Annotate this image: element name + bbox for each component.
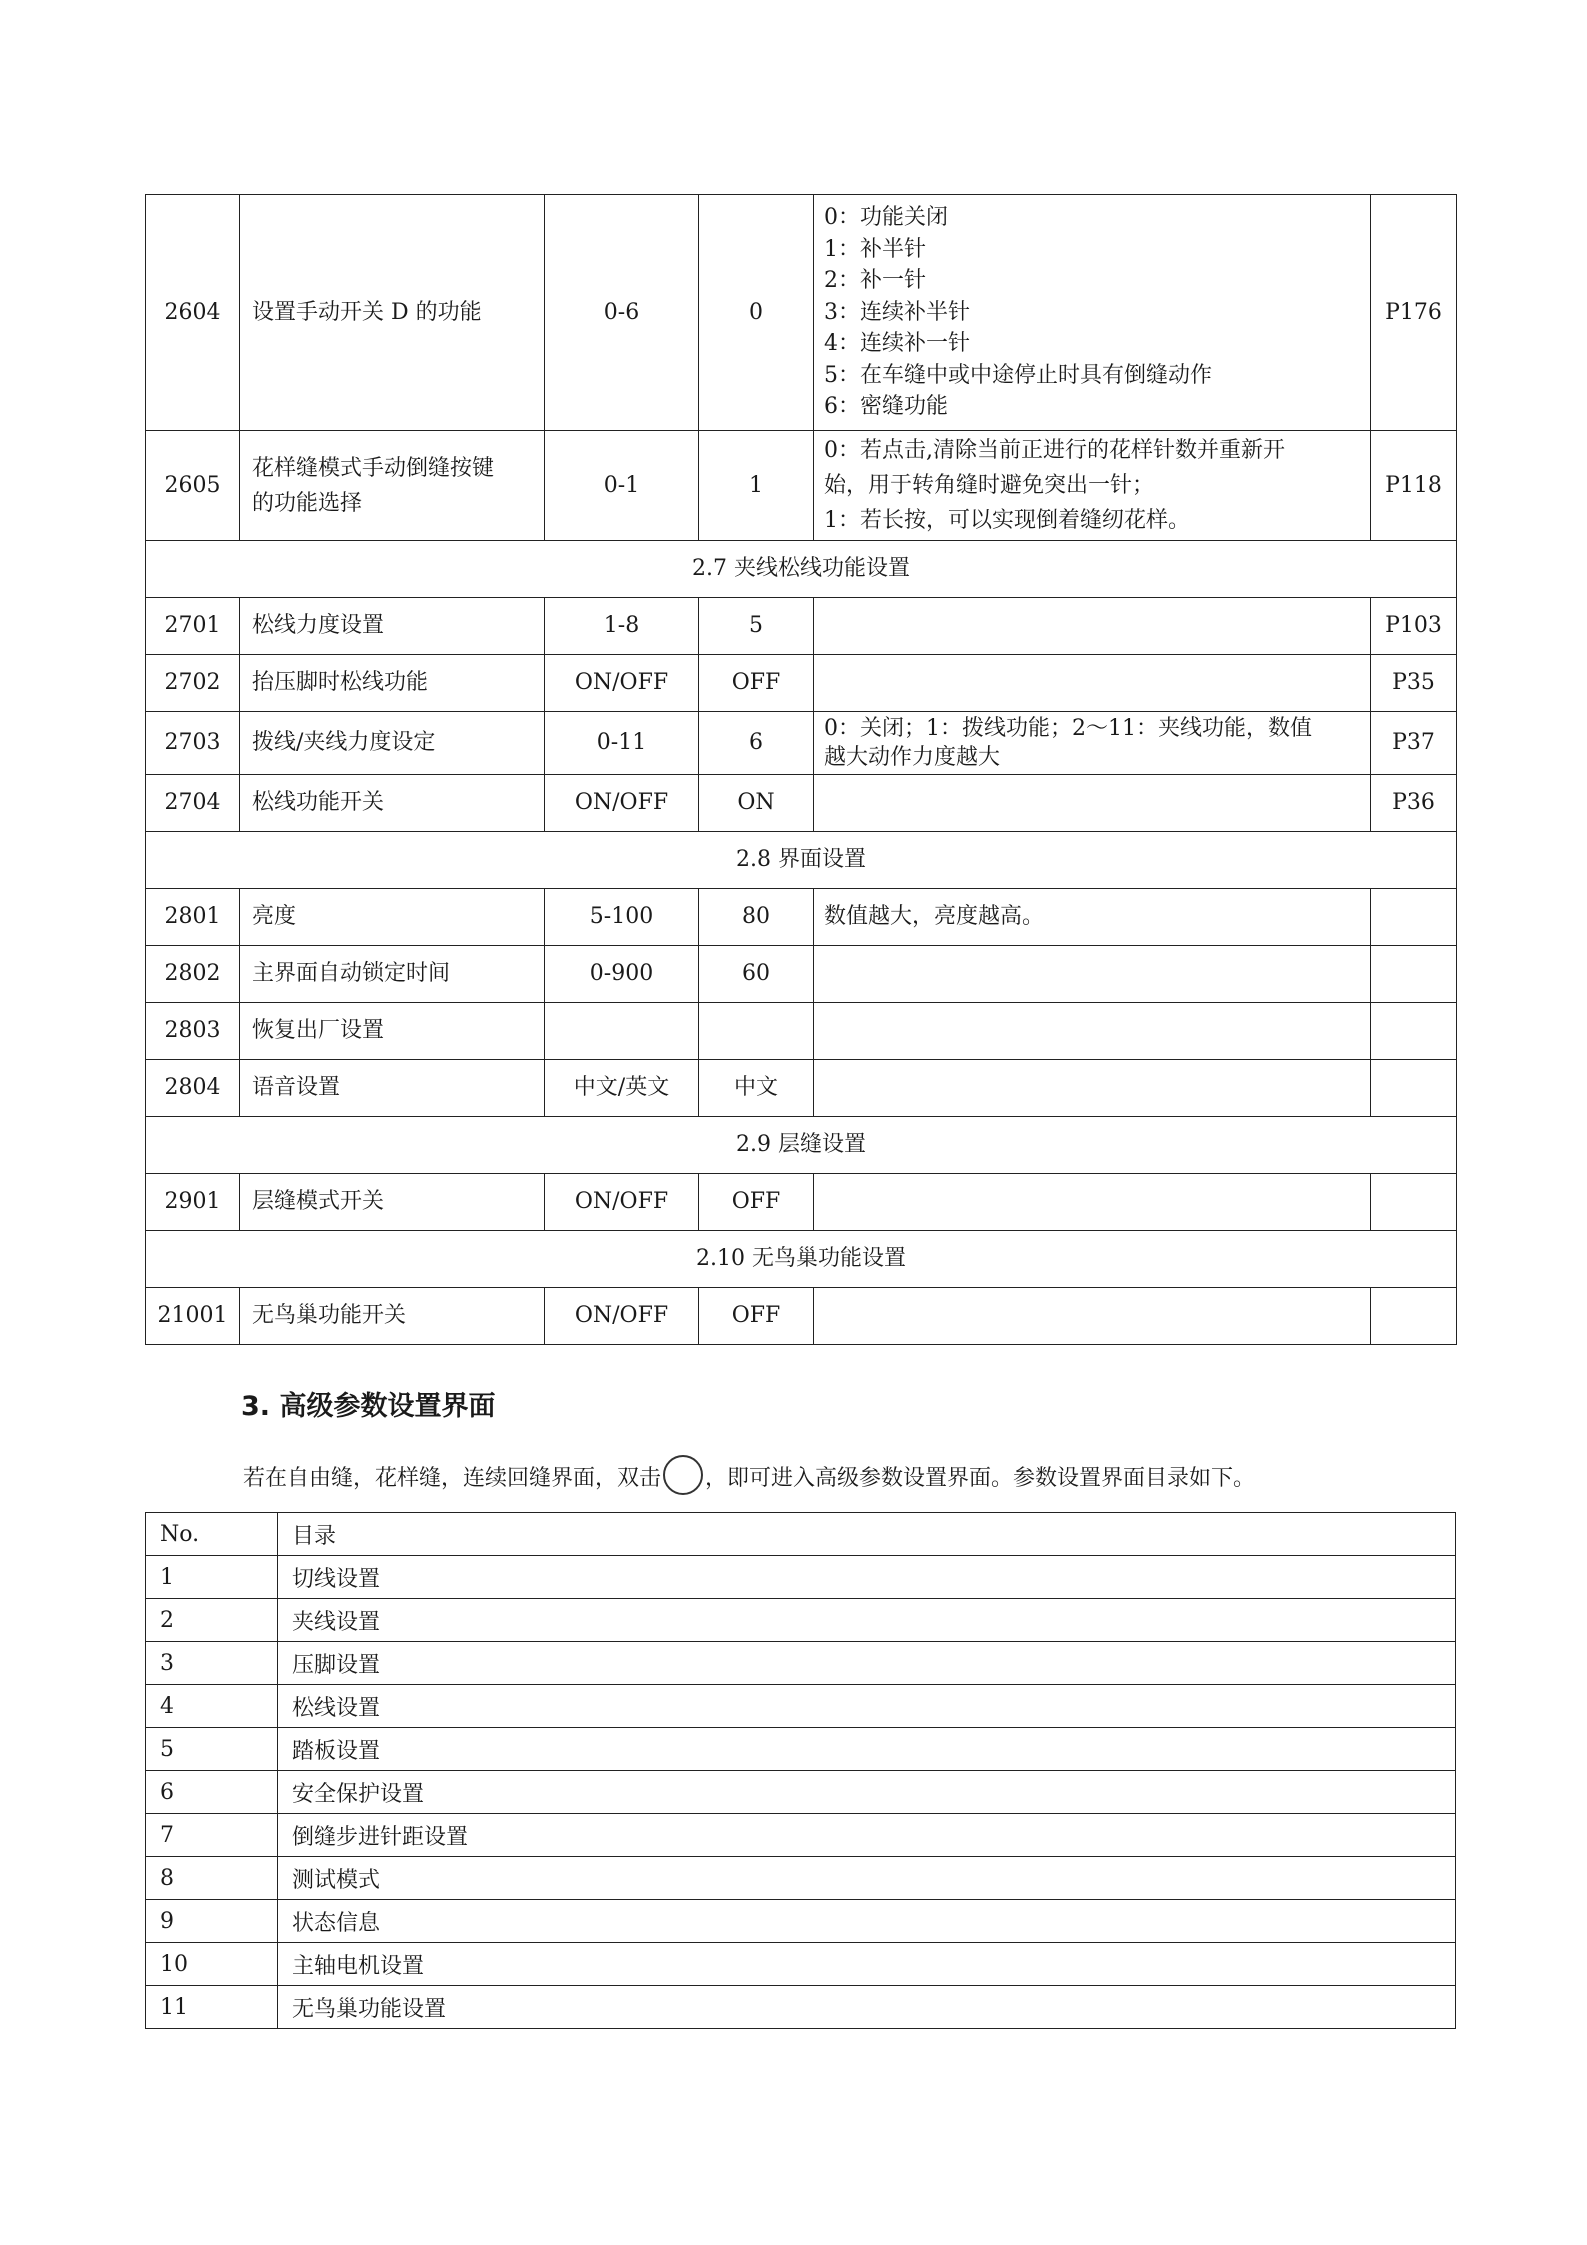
param-page-ref (1371, 889, 1457, 946)
desc-line: 3：连续补半针 (824, 299, 970, 325)
intro-text-after: ，即可进入高级参数设置界面。参数设置界面目录如下。 (705, 1466, 1256, 1491)
toc-row (146, 1986, 1456, 2029)
param-page-ref (1371, 1288, 1457, 1345)
param-range: 1-8 (545, 598, 699, 655)
param-page-ref (1371, 1003, 1457, 1060)
param-page-ref: P37 (1371, 712, 1457, 775)
toc-title: 切线设置 (278, 1556, 1456, 1599)
toc-title: 踏板设置 (278, 1728, 1456, 1771)
toc-no: 5 (146, 1728, 278, 1771)
desc-line: 2：补一针 (824, 268, 926, 294)
param-description (814, 712, 1371, 775)
desc-line: 0：关闭；1：拨线功能；2～11：夹线功能，数值 (824, 716, 1312, 741)
param-page-ref: P118 (1371, 431, 1457, 541)
section-title: 2.7 夹线松线功能设置 (146, 541, 1457, 598)
param-name: 拨线/夹线力度设定 (240, 712, 545, 775)
toc-table (145, 1512, 1456, 2029)
param-code: 2605 (146, 431, 240, 541)
toc-no: 1 (146, 1556, 278, 1599)
toc-title: 倒缝步进针距设置 (278, 1814, 1456, 1857)
param-code: 2701 (146, 598, 240, 655)
toc-no: 11 (146, 1986, 278, 2029)
toc-no: 3 (146, 1642, 278, 1685)
param-code: 2702 (146, 655, 240, 712)
section-row (146, 1231, 1457, 1288)
desc-line: 4：连续补一针 (824, 331, 970, 357)
table-row (146, 775, 1457, 832)
param-code: 2703 (146, 712, 240, 775)
param-description (814, 598, 1371, 655)
toc-row (146, 1685, 1456, 1728)
section-row (146, 541, 1457, 598)
toc-no: 9 (146, 1900, 278, 1943)
param-name: 语音设置 (240, 1060, 545, 1117)
param-range: ON/OFF (545, 775, 699, 832)
param-description (814, 195, 1371, 431)
param-range (545, 1003, 699, 1060)
param-default (699, 1003, 814, 1060)
section-title: 2.8 界面设置 (146, 832, 1457, 889)
table-row (146, 889, 1457, 946)
desc-line: 6：密缝功能 (824, 394, 948, 420)
toc-no: 4 (146, 1685, 278, 1728)
param-description (814, 431, 1371, 541)
param-description (814, 946, 1371, 1003)
table-row (146, 1174, 1457, 1231)
param-page-ref: P36 (1371, 775, 1457, 832)
param-code: 21001 (146, 1288, 240, 1345)
table-row (146, 598, 1457, 655)
table-row (146, 195, 1457, 431)
section-row (146, 832, 1457, 889)
toc-row (146, 1556, 1456, 1599)
section-title: 2.10 无鸟巢功能设置 (146, 1231, 1457, 1288)
toc-no: 6 (146, 1771, 278, 1814)
param-code: 2801 (146, 889, 240, 946)
param-code: 2704 (146, 775, 240, 832)
parameter-table (145, 194, 1457, 1345)
param-page-ref (1371, 1060, 1457, 1117)
toc-title: 无鸟巢功能设置 (278, 1986, 1456, 2029)
desc-line: 越大动作力度越大 (824, 745, 1001, 770)
circle-icon (663, 1455, 703, 1495)
param-page-ref: P103 (1371, 598, 1457, 655)
param-range: 0-6 (545, 195, 699, 431)
param-name: 松线功能开关 (240, 775, 545, 832)
toc-no: 10 (146, 1943, 278, 1986)
param-page-ref (1371, 1174, 1457, 1231)
desc-line: 1：补半针 (824, 236, 926, 262)
intro-text-before: 若在自由缝，花样缝，连续回缝界面，双击 (243, 1466, 662, 1491)
param-name: 抬压脚时松线功能 (240, 655, 545, 712)
param-description (814, 1288, 1371, 1345)
toc-header-no: No. (146, 1513, 278, 1556)
param-default: ON (699, 775, 814, 832)
param-default: 80 (699, 889, 814, 946)
intro-paragraph (243, 1455, 1255, 1495)
param-default: 6 (699, 712, 814, 775)
toc-row (146, 1857, 1456, 1900)
param-code: 2802 (146, 946, 240, 1003)
param-name: 主界面自动锁定时间 (240, 946, 545, 1003)
toc-no: 2 (146, 1599, 278, 1642)
toc-title: 压脚设置 (278, 1642, 1456, 1685)
param-description (814, 775, 1371, 832)
toc-no: 8 (146, 1857, 278, 1900)
param-name (240, 431, 545, 541)
desc-line: 1：若长按，可以实现倒着缝纫花样。 (824, 508, 1190, 533)
toc-header-row (146, 1513, 1456, 1556)
param-default: 60 (699, 946, 814, 1003)
param-range: 0-11 (545, 712, 699, 775)
param-page-ref: P176 (1371, 195, 1457, 431)
param-code: 2604 (146, 195, 240, 431)
param-description (814, 1003, 1371, 1060)
table-row (146, 431, 1457, 541)
param-default: OFF (699, 1174, 814, 1231)
param-name: 松线力度设置 (240, 598, 545, 655)
desc-line: 0：功能关闭 (824, 205, 948, 231)
param-description (814, 1060, 1371, 1117)
param-default: 0 (699, 195, 814, 431)
param-default: OFF (699, 1288, 814, 1345)
param-description (814, 655, 1371, 712)
name-line: 花样缝模式手动倒缝按键 (252, 455, 495, 481)
toc-title: 主轴电机设置 (278, 1943, 1456, 1986)
toc-row (146, 1599, 1456, 1642)
param-range: 0-900 (545, 946, 699, 1003)
table-row (146, 946, 1457, 1003)
param-default: 1 (699, 431, 814, 541)
param-default: 中文 (699, 1060, 814, 1117)
param-description: 数值越大，亮度越高。 (814, 889, 1371, 946)
toc-title: 松线设置 (278, 1685, 1456, 1728)
section-title: 2.9 层缝设置 (146, 1117, 1457, 1174)
param-range: ON/OFF (545, 655, 699, 712)
param-default: OFF (699, 655, 814, 712)
table-row (146, 655, 1457, 712)
desc-line: 始，用于转角缝时避免突出一针； (824, 473, 1155, 498)
toc-row (146, 1642, 1456, 1685)
desc-line: 0：若点击,清除当前正进行的花样针数并重新开 (824, 438, 1285, 463)
param-name: 层缝模式开关 (240, 1174, 545, 1231)
section-heading: 3. 高级参数设置界面 (241, 1391, 496, 1422)
table-row (146, 1060, 1457, 1117)
param-name: 无鸟巢功能开关 (240, 1288, 545, 1345)
toc-title: 测试模式 (278, 1857, 1456, 1900)
param-name: 设置手动开关 D 的功能 (240, 195, 545, 431)
toc-row (146, 1728, 1456, 1771)
name-line: 的功能选择 (252, 490, 363, 516)
param-name: 恢复出厂设置 (240, 1003, 545, 1060)
table-row (146, 1288, 1457, 1345)
param-name: 亮度 (240, 889, 545, 946)
toc-title: 夹线设置 (278, 1599, 1456, 1642)
toc-title: 状态信息 (278, 1900, 1456, 1943)
table-row (146, 712, 1457, 775)
toc-row (146, 1900, 1456, 1943)
param-range: 0-1 (545, 431, 699, 541)
toc-row (146, 1771, 1456, 1814)
param-range: ON/OFF (545, 1288, 699, 1345)
toc-row (146, 1814, 1456, 1857)
param-page-ref: P35 (1371, 655, 1457, 712)
toc-title: 安全保护设置 (278, 1771, 1456, 1814)
table-row (146, 1003, 1457, 1060)
param-code: 2804 (146, 1060, 240, 1117)
toc-header-title: 目录 (278, 1513, 1456, 1556)
desc-line: 5：在车缝中或中途停止时具有倒缝动作 (824, 362, 1212, 388)
toc-row (146, 1943, 1456, 1986)
toc-no: 7 (146, 1814, 278, 1857)
param-default: 5 (699, 598, 814, 655)
param-range: 中文/英文 (545, 1060, 699, 1117)
param-description (814, 1174, 1371, 1231)
param-code: 2803 (146, 1003, 240, 1060)
param-page-ref (1371, 946, 1457, 1003)
section-row (146, 1117, 1457, 1174)
param-range: 5-100 (545, 889, 699, 946)
param-range: ON/OFF (545, 1174, 699, 1231)
param-code: 2901 (146, 1174, 240, 1231)
